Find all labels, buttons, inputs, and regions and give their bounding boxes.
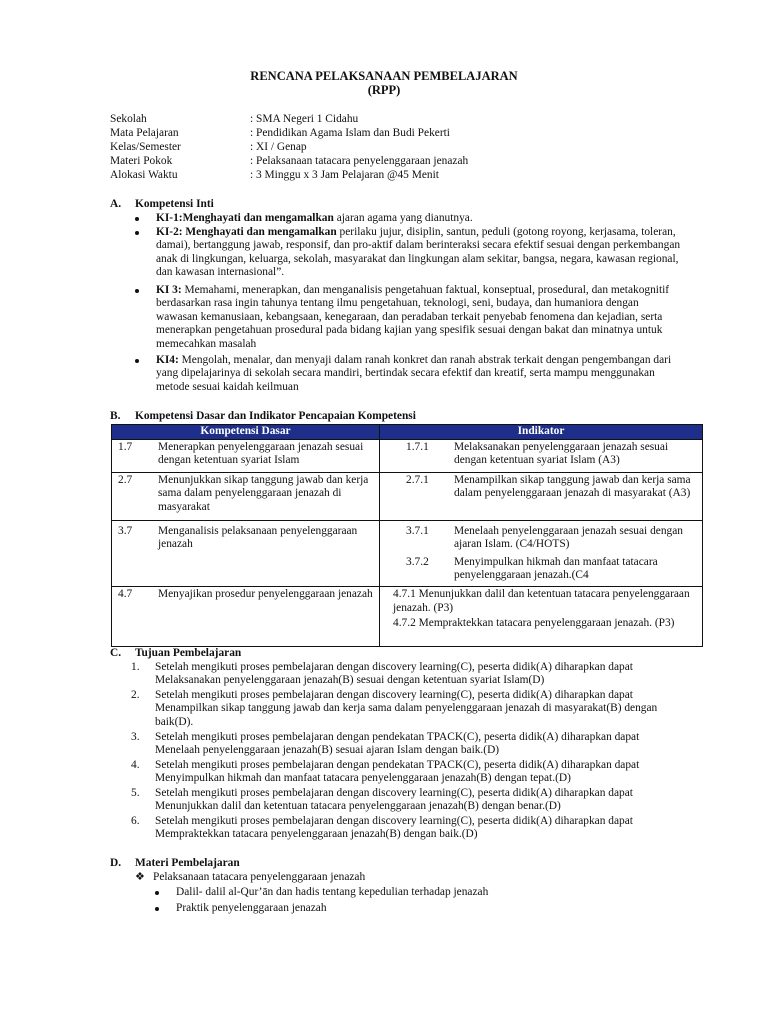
info-label: Sekolah [110,113,147,125]
table-header-kd: Kompetensi Dasar [112,425,380,440]
info-row [110,169,468,183]
indicator-text: Menunjukkan dalil dan ketentuan tatacara penyelenggaraan jenazah. (P3) [393,588,690,614]
indicator-number: 4.7.1 [393,588,416,601]
info-value: : 3 Minggu x 3 Jam Pelajaran @45 Menit [250,169,439,181]
indicator-number: 4.7.2 [393,617,416,630]
indicator-text: Menyimpulkan hikmah dan manfaat tatacara penyelenggaraan jenazah.(C4 [454,555,658,582]
info-row [110,155,468,169]
table-row [112,472,703,520]
table-header-indikator: Indikator [380,425,703,440]
diamond-bullet-icon: ❖ [135,871,145,883]
kd-text: Menerapkan penyelenggaraan jenazah sesuai dengan ketentuan syariat Islam [158,441,364,467]
indicator-text: Mempraktekkan tatacara penyelenggaraan jenazah. (P3) [418,617,675,630]
kd-text: Menganalisis pelaksanaan penyelenggaraan jenazah [158,524,358,551]
kd-number: 4.7 [118,588,133,601]
info-row [110,113,468,127]
document-title: RENCANA PELAKSANAAN PEMBELAJARAN [250,69,518,83]
section-b-heading: B. Kompetensi Dasar dan Indikator Pencapaian Kompetensi [110,410,416,422]
kd-number: 1.7 [118,441,133,453]
kd-number: 3.7 [118,524,133,537]
document-page: RENCANA PELAKSANAAN PEMBELAJARAN (RPP) Sekolah : SMA Negeri 1 Cidahu Mata Pelajaran : Pendidikan Agama Islam dan Budi Pekerti Kelas/Semester : XI / Genap Materi Pokok : Pelaksanaan tatacara penyelenggaraan jenazah Alokasi Waktu : 3 Minggu x 3 Jam Pelajaran @45 Menit A. Kompetensi Inti KI-1:Menghayati dan mengamalkan ajaran agama yang dianutnya. KI-2: Menghayati dan mengamalkan perilaku jujur, disiplin, santun, peduli (gotong royong, kerjasama, toleran, damai), bertanggung jawab, responsif, dan pro-aktif dalam berinteraksi secara efektif sesuai dengan perkembangan anak di lingkungan, keluarga, sekolah, masyarakat dan lingkungan alam sekitar, bangsa, negara, kawasan regional, dan kawasan internasional”. KI 3: Memahami, menerapkan, dan menganalisis pengetahuan faktual, konseptual, prosedural, dan metakognitif berdasarkan rasa ingin tahunya tentang ilmu pengetahuan, teknologi, seni, budaya, dan humaniora dengan wawasan kemanusiaan, kebangsaan, kenegaraan, dan peradaban terkait penyebab fenomena dan kejadian, serta menerapkan pengetahuan prosedural pada bidang kajian yang spesifik sesuai dengan bakat dan minatnya untuk memecahkan masalah KI4: Mengolah, menalar, dan menyaji dalam ranah konkret dan ranah abstrak terkait dengan pengembangan dari yang dipelajarinya di sekolah secara mandiri, bertindak secara efektif dan kreatif, serta mampu menggunakan metode sesuai kaidah keilmuan B. Kompetensi Dasar dan Indikator Pencapaian Kompetensi Kompetensi Dasar Indikator 1.7 Menerapkan penyelenggaraan jenazah sesuai dengan ketentuan syariat Islam 1.7.1 Melaksanakan penyelenggaraan jenazah sesuai dengan ketentuan syariat Islam (A3) 2.7 Menunjukkan sikap tanggung jawab dan kerja sama dalam penyelenggaraan jenazah di masyarakat 2.7.1 Menampilkan sikap tanggung jawab dan kerja sama dalam penyelenggaraan jenazah di masyarakat (A3) 3.7 Menganalisis pelaksanaan penyelenggaraan jenazah 3.7.1 Menelaah penyelenggaraan jenazah sesuai dengan ajaran Islam. (C4/HOTS) 3.7.2 Menyimpulkan hikmah dan manfaat tatacara penyelenggaraan jenazah.(C4 4.7 Menyajikan prosedur penyelenggaraan jenazah 4.7.1 Menunjukkan dalil dan ketentuan tatacara penyelenggaraan jenazah. (P3) 4.7.2 Mempraktekkan tatacara penyelenggaraan jenazah. (P3) C. Tujuan Pembelajaran 1. Setelah mengikuti proses pembelajaran dengan discovery learning(C), peserta didik(A) diharapkan dapat Melaksanakan penyelenggaraan jenazah(B) sesuai dengan ketentuan syariat Islam(D) 2. Setelah mengikuti proses pembelajaran dengan discovery learning(C), peserta didik(A) diharapkan dapat Menampilkan sikap tanggung jawab dan kerja sama dalam penyelenggaraan jenazah di masyarakat(B) dengan baik(D). 3. Setelah mengikuti proses pembelajaran dengan pendekatan TPACK(C), peserta didik(A) diharapkan dapat Menelaah penyelenggaraan jenazah(B) sesuai ajaran Islam dengan baik.(D) 4. Setelah mengikuti proses pembelajaran dengan pendekatan TPACK(C), peserta didik(A) diharapkan dapat Menyimpulkan hikmah dan manfaat tatacara penyelenggaraan jenazah(B) dengan tepat.(D) 5. Setelah mengikuti proses pembelajaran dengan discovery learning(C), peserta didik(A) diharapkan dapat Menunjukkan dalil dan ketentuan tatacara penyelenggaraan jenazah(B) dengan benar.(D) 6. Setelah mengikuti proses pembelajaran dengan discovery learning(C), peserta didik(A) diharapkan dapat Mempraktekkan tatacara penyelenggaraan jenazah(B) dengan baik.(D) D. Materi Pembelajaran ❖ Pelaksanaan tatacara penyelenggaraan jenazah Dalil- dalil al-Qur’ān dan hadis tentang kepedulian terhadap jenazah Praktik penyelenggaraan jenazah [0,0,768,1024]
info-value: : XI / Genap [250,141,307,153]
indicator-text: Menampilkan sikap tanggung jawab dan kerja sama dalam penyelenggaraan jenazah di masyarakat (A3) [454,473,691,500]
identity-block [110,113,468,183]
bullet-icon [135,359,139,363]
info-label: Materi Pokok [110,155,173,167]
kd-number: 2.7 [118,473,133,486]
indicator-number: 3.7.1 [406,524,429,537]
section-c-heading: C. Tujuan Pembelajaran [110,647,242,659]
indicator-number: 3.7.2 [406,555,429,568]
kd-text: Menunjukkan sikap tanggung jawab dan kerja sama dalam penyelenggaraan jenazah di masyarakat [158,473,369,513]
kd-text: Menyajikan prosedur penyelenggaraan jenazah [158,588,373,601]
table-header-row [112,425,703,440]
info-label: Kelas/Semester [110,141,181,153]
competency-table [111,424,703,647]
info-row [110,127,468,141]
table-row [112,520,703,587]
table-row [112,440,703,473]
table-row [112,587,703,647]
indicator-number: 2.7.1 [406,473,429,486]
bullet-icon [155,907,159,911]
info-label: Mata Pelajaran [110,127,179,139]
document-subtitle: (RPP) [367,83,401,97]
info-value: : Pendidikan Agama Islam dan Budi Pekerti [250,127,450,139]
bullet-icon [155,891,159,895]
info-label: Alokasi Waktu [110,169,178,181]
bullet-icon [135,231,139,235]
info-value: : SMA Negeri 1 Cidahu [250,113,359,125]
indicator-text: Menelaah penyelenggaraan jenazah sesuai dengan ajaran Islam. (C4/HOTS) [454,524,683,551]
bullet-icon [135,289,139,293]
section-a-heading: A. Kompetensi Inti [110,198,214,210]
info-row [110,141,468,155]
indicator-number: 1.7.1 [406,441,429,453]
indicator-text: Melaksanakan penyelenggaraan jenazah sesuai dengan ketentuan syariat Islam (A3) [454,441,669,467]
section-d-heading: D. Materi Pembelajaran [110,857,240,869]
info-value: : Pelaksanaan tatacara penyelenggaraan jenazah [250,155,469,167]
bullet-icon [135,217,139,221]
